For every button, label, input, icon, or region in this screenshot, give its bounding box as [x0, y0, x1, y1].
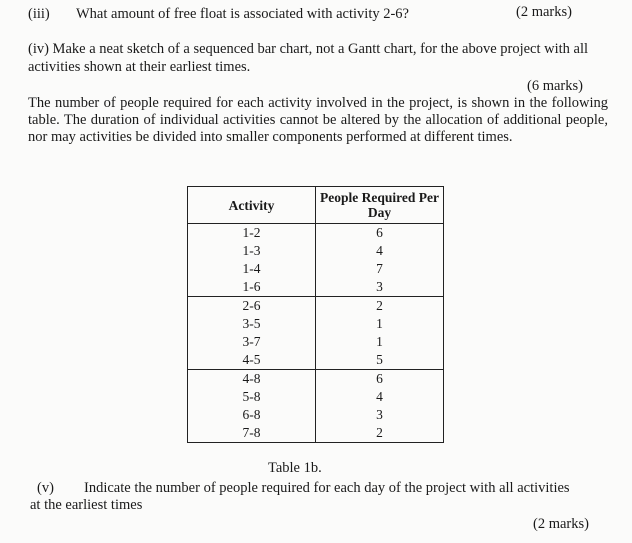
table-row	[188, 260, 444, 278]
question-iii-text: What amount of free float is associated with activity 2-6?	[76, 6, 409, 22]
people-cell: 1	[316, 333, 444, 351]
activity-cell: 6-8	[188, 406, 316, 424]
people-cell: 6	[316, 370, 444, 389]
table-row	[188, 370, 444, 389]
activity-cell: 7-8	[188, 424, 316, 443]
activity-cell: 3-7	[188, 333, 316, 351]
activity-cell: 4-8	[188, 370, 316, 389]
question-v-marks: (2 marks)	[533, 516, 589, 532]
people-cell: 7	[316, 260, 444, 278]
activity-cell: 2-6	[188, 297, 316, 316]
table-caption: Table 1b.	[268, 460, 322, 476]
people-cell: 2	[316, 424, 444, 443]
activity-cell: 1-6	[188, 278, 316, 297]
people-cell: 3	[316, 278, 444, 297]
activity-cell: 1-4	[188, 260, 316, 278]
people-cell: 5	[316, 351, 444, 370]
table-row	[188, 315, 444, 333]
table-row	[188, 406, 444, 424]
people-cell: 1	[316, 315, 444, 333]
activity-cell: 4-5	[188, 351, 316, 370]
question-iii-marks: (2 marks)	[516, 4, 572, 20]
header-people-required: People Required Per Day	[316, 187, 444, 224]
people-required-table	[187, 186, 444, 443]
question-v-number: (v)	[37, 480, 54, 496]
people-cell: 4	[316, 388, 444, 406]
activity-cell: 1-3	[188, 242, 316, 260]
table-row	[188, 278, 444, 297]
people-cell: 2	[316, 297, 444, 316]
intro-paragraph: The number of people required for each activity involved in the project, is shown in the following table. The duration of individual activities cannot be altered by the allocation of additional people, nor may activities be divided into smaller components performed at different times.	[28, 95, 608, 145]
table-row	[188, 424, 444, 443]
people-cell: 3	[316, 406, 444, 424]
table-row	[188, 224, 444, 243]
table-row	[188, 333, 444, 351]
question-iii-number: (iii)	[28, 6, 50, 22]
activity-cell: 5-8	[188, 388, 316, 406]
question-v-text: Indicate the number of people required for each day of the project with all activities	[84, 480, 570, 496]
question-iv-text: (iv) Make a neat sketch of a sequenced bar chart, not a Gantt chart, for the above project with all activities shown at their earliest times.	[28, 41, 589, 75]
people-cell: 6	[316, 224, 444, 243]
table-row	[188, 388, 444, 406]
table-row	[188, 297, 444, 316]
activity-cell: 1-2	[188, 224, 316, 243]
people-cell: 4	[316, 242, 444, 260]
activity-cell: 3-5	[188, 315, 316, 333]
header-activity: Activity	[188, 187, 316, 224]
question-v-text-continued: at the earliest times	[30, 497, 143, 513]
table-row	[188, 242, 444, 260]
table-row	[188, 351, 444, 370]
question-iv-marks: (6 marks)	[527, 78, 583, 94]
